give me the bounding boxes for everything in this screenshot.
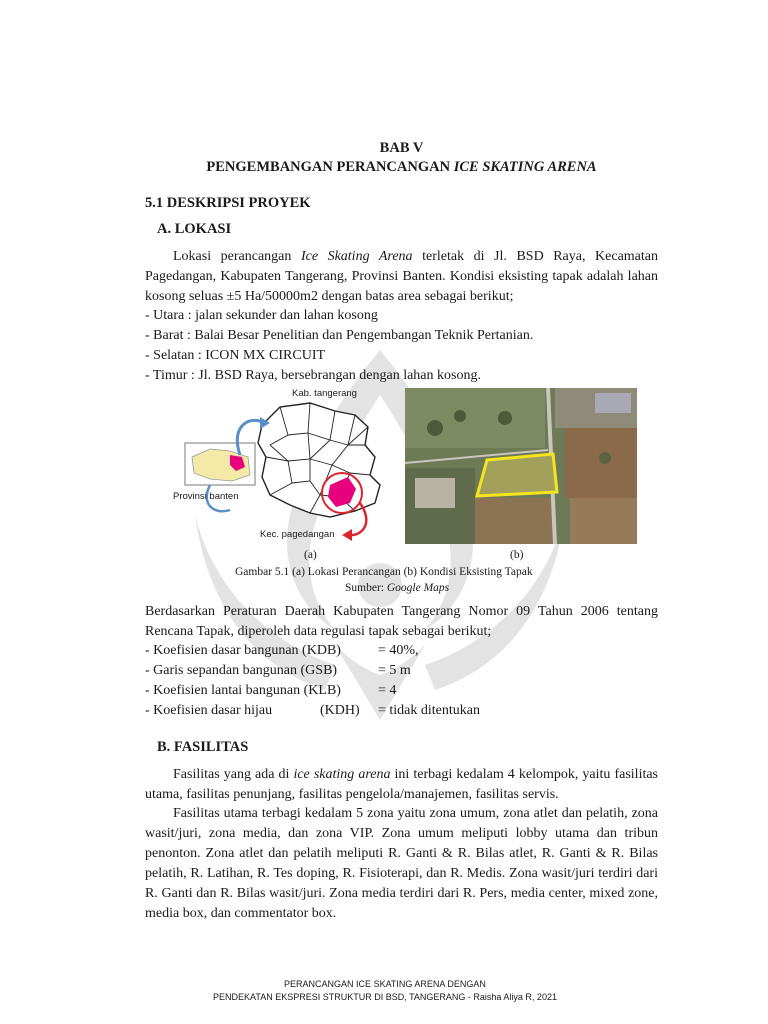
- lokasi-text-pre: Lokasi perancangan: [173, 249, 301, 264]
- figure-source-prefix: Sumber:: [345, 582, 387, 594]
- regulasi-label: - Garis sepandan bangunan (GSB): [145, 663, 338, 678]
- lokasi-text-italic: Ice Skating Arena: [300, 249, 413, 264]
- chapter-title-italic: ICE SKATING ARENA: [453, 159, 597, 175]
- regulasi-value: = 4: [378, 683, 397, 698]
- boundary-item: - Utara : jalan sekunder dan lahan kosong: [145, 308, 378, 323]
- chapter-number: BAB V: [379, 140, 424, 156]
- boundary-item: - Timur : Jl. BSD Raya, bersebrangan dengan lahan kosong.: [145, 368, 481, 383]
- figure-source-italic: Google Maps: [386, 582, 450, 594]
- fasilitas-p1-pre: Fasilitas yang ada di: [173, 767, 294, 782]
- footer-line-2: PENDEKATAN EKSPRESI STRUKTUR DI BSD, TANGERANG - Raisha Aliya R, 2021: [213, 992, 557, 1002]
- regulasi-row: [145, 701, 480, 721]
- lokasi-text-post: terletak di Jl. BSD Raya, Kecamatan Pagedangan, Kabupaten Tangerang, Provinsi Banten. Kondisi eksisting tapak adalah lahan kosong seluas ±5 Ha/50000m2 dengan batas area sebagai berikut;: [145, 249, 658, 304]
- regulasi-table: [145, 641, 480, 721]
- figure-caption: Gambar 5.1 (a) Lokasi Perancangan (b) Kondisi Eksisting Tapak: [235, 566, 533, 578]
- lokasi-heading: A. LOKASI: [157, 221, 232, 237]
- regulasi-row: [145, 681, 480, 701]
- fasilitas-p1-italic: ice skating arena: [293, 767, 391, 782]
- regulasi-label: [145, 701, 378, 721]
- fasilitas-p2-text: Fasilitas utama terbagi kedalam 5 zona yaitu zona umum, zona atlet dan pelatih, zona wasit/juri, zona media, dan zona VIP. Zona umum meliputi lobby utama dan tribun penonton. Zona atlet dan pelatih meliputi R. Ganti & R. Bilas atlet, R. Ganti & R. Bilas pelatih, R. Latihan, R. Tes doping, R. Fisioterapi, dan R. Medis. Zona wasit/juri terdiri dari R. Ganti dan R. Bilas wasit/juri. Zona media terdiri dari R. Pers, media center, mixed zone, media box, dan commentator box.: [145, 806, 658, 921]
- fasilitas-paragraph-1: [145, 765, 658, 805]
- boundary-item: - Selatan : ICON MX CIRCUIT: [145, 348, 326, 363]
- satellite-image: [405, 388, 637, 544]
- section-heading: 5.1 DESKRIPSI PROYEK: [145, 195, 311, 211]
- fasilitas-p1-post: ini terbagi kedalam 4 kelompok, yaitu fasilitas utama, fasilitas penunjang, fasilitas pengelola/manajemen, fasilitas servis.: [145, 767, 659, 802]
- location-map-drawing: [170, 385, 390, 545]
- location-map-figure: [170, 385, 390, 545]
- chapter-title-text: PENGEMBANGAN PERANCANGAN: [206, 159, 454, 175]
- figure-label-a: (a): [304, 549, 317, 561]
- regulasi-value: = 40%,: [378, 643, 419, 658]
- regulasi-label: - Koefisien dasar bangunan (KDB): [145, 643, 341, 658]
- chapter-title: [145, 158, 658, 177]
- regulasi-row: [145, 641, 480, 661]
- footer-line-1: PERANCANGAN ICE SKATING ARENA DENGAN: [284, 979, 486, 989]
- lokasi-paragraph: [145, 247, 658, 307]
- regulasi-label-abbr: (KDH): [320, 703, 360, 718]
- map-label-kabupaten: Kab. tangerang: [292, 388, 357, 399]
- boundary-item: - Barat : Balai Besar Penelitian dan Pengembangan Teknik Pertanian.: [145, 328, 534, 343]
- figure-label-b: (b): [510, 549, 524, 561]
- chapter-heading: [145, 139, 658, 177]
- map-label-kecamatan: Kec. pagedangan: [260, 529, 335, 540]
- regulasi-row: [145, 661, 480, 681]
- map-label-provinsi: Provinsi banten: [173, 491, 239, 502]
- regulasi-label: - Koefisien lantai bangunan (KLB): [145, 683, 341, 698]
- regulasi-intro: Berdasarkan Peraturan Daerah Kabupaten Tangerang Nomor 09 Tahun 2006 tentang Rencana Tapak, diperoleh data regulasi tapak sebagai berikut;: [145, 604, 658, 639]
- regulasi-value: = 5 m: [378, 663, 411, 678]
- regulasi-value: = tidak ditentukan: [378, 703, 480, 718]
- fasilitas-heading: B. FASILITAS: [157, 739, 249, 755]
- figure-source: [345, 582, 449, 594]
- fasilitas-paragraph-2: [145, 804, 658, 924]
- regulasi-label-text: - Koefisien dasar hijau: [145, 703, 273, 718]
- satellite-image-figure: [405, 388, 637, 544]
